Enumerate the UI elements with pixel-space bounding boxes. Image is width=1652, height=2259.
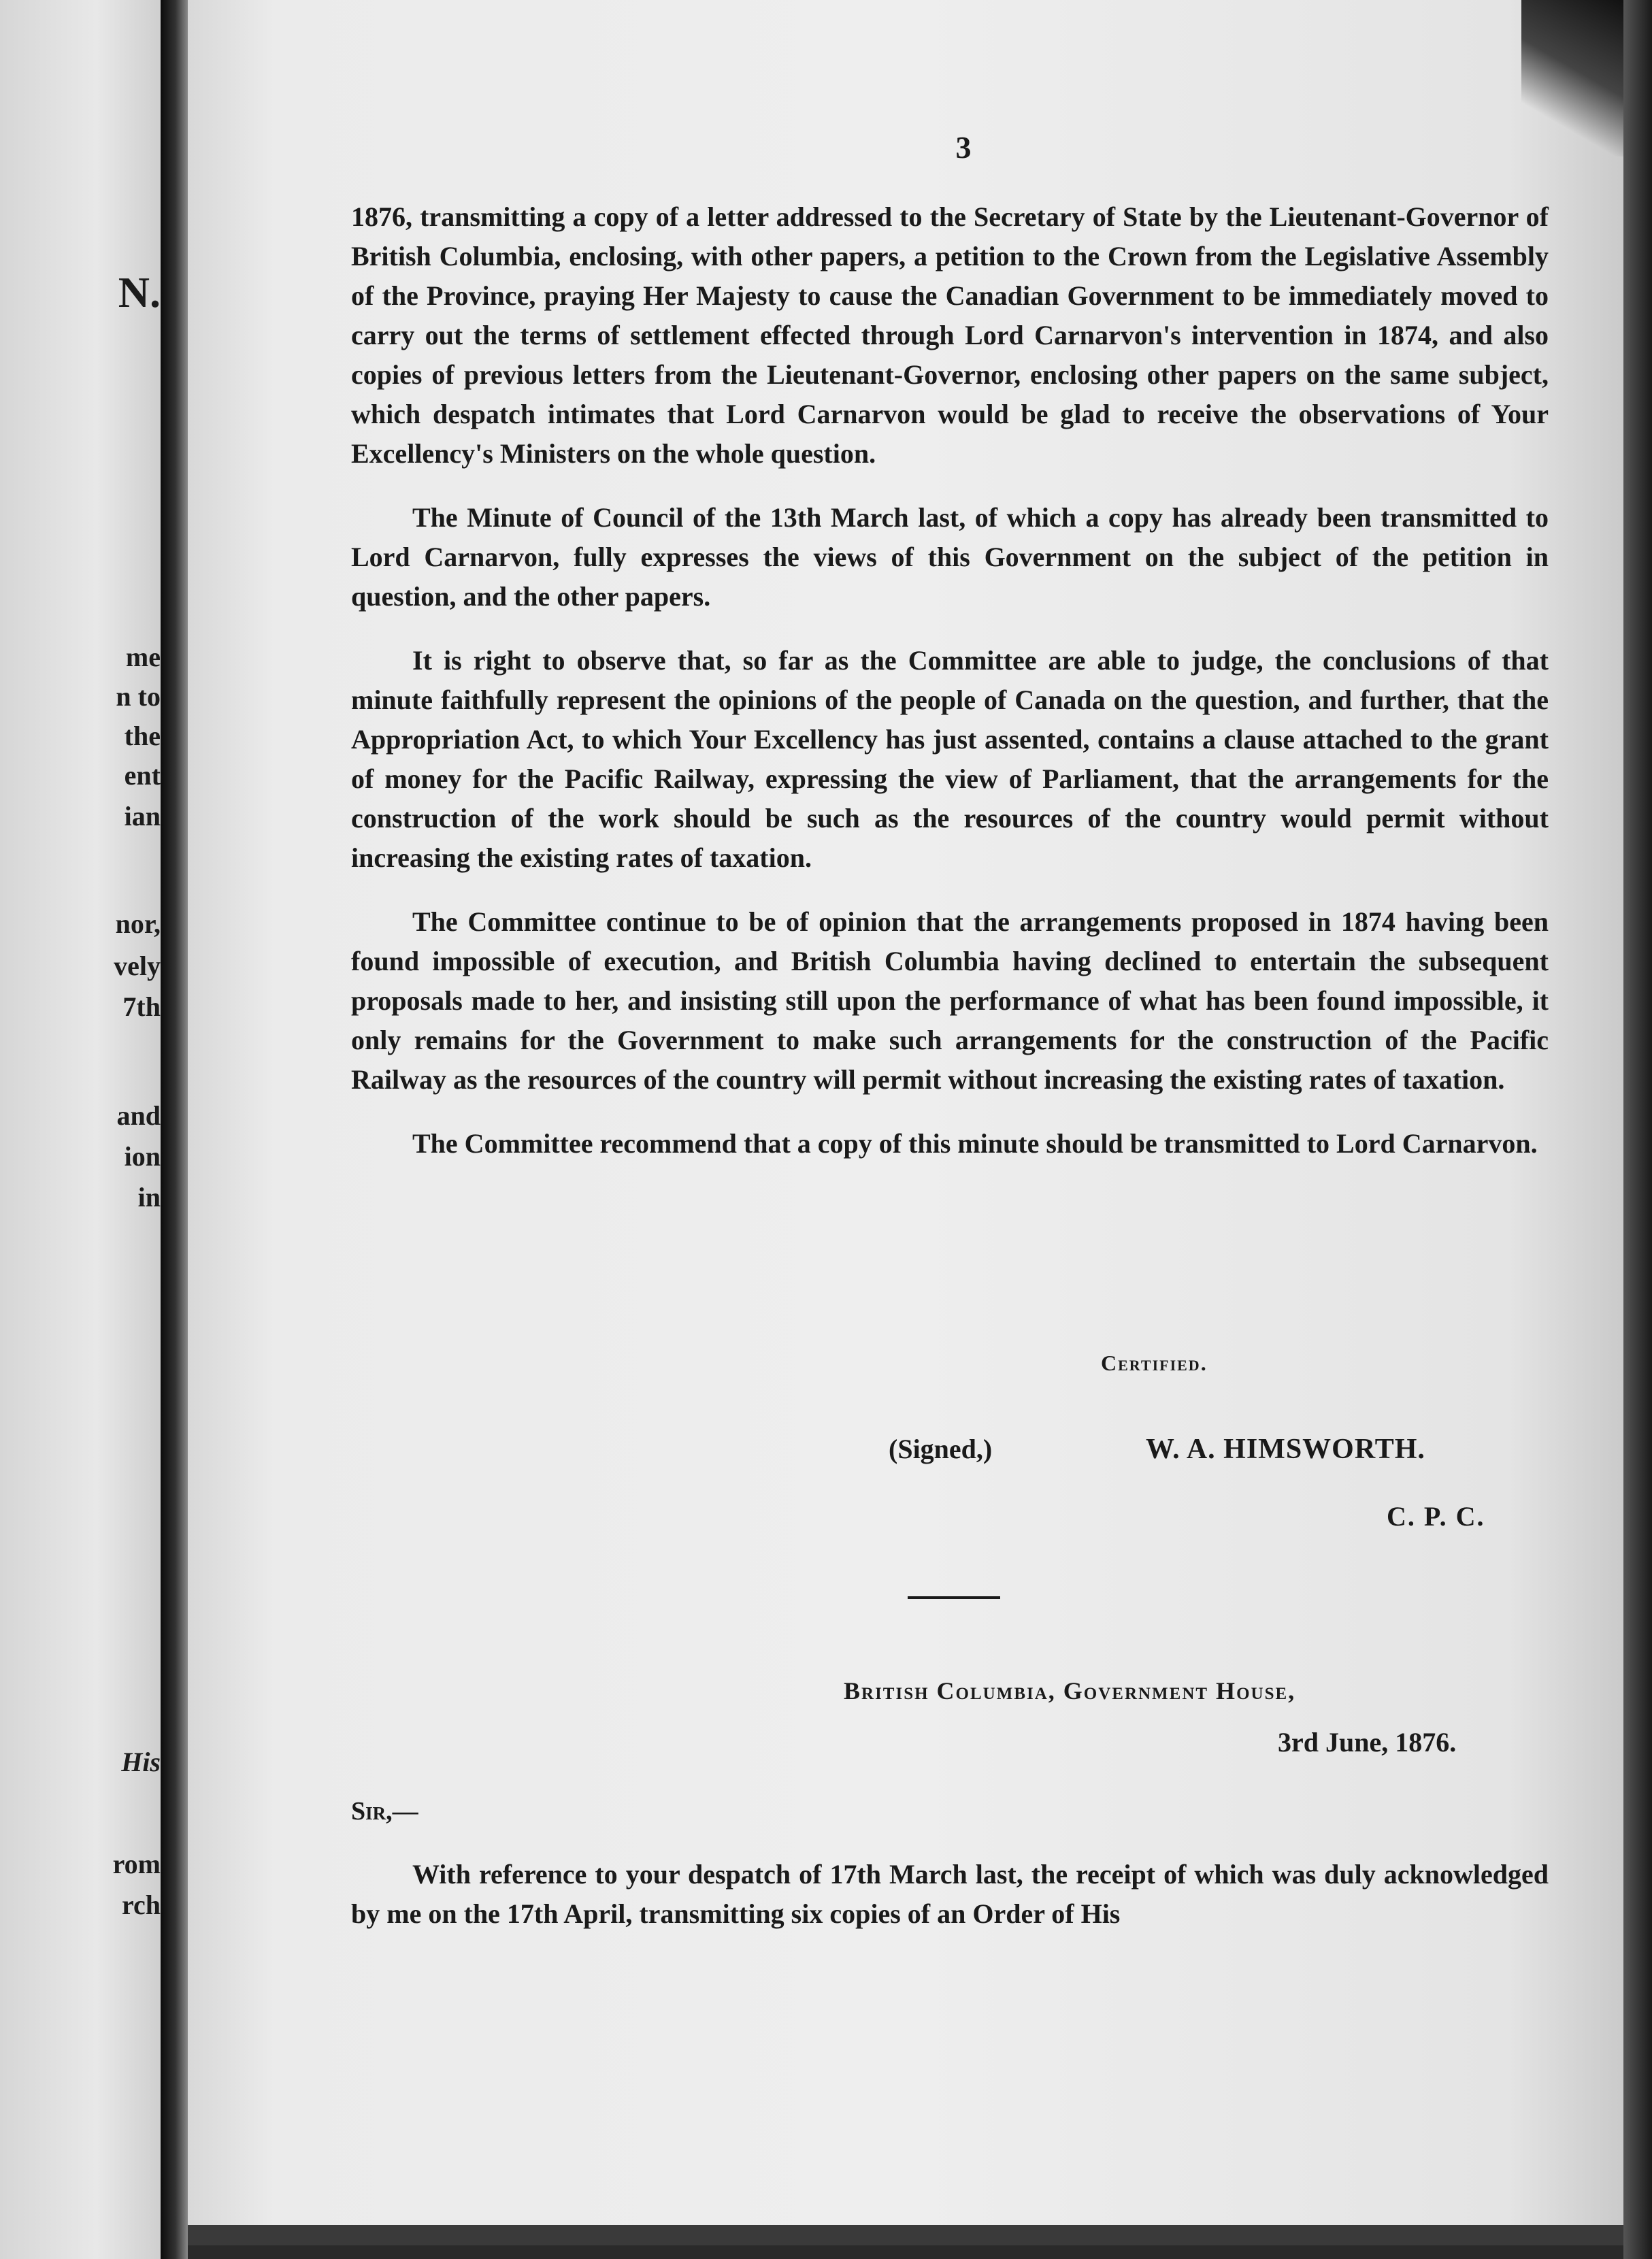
paragraph: 1876, transmitting a copy of a letter addressed to the Secretary of State by the Lieutenant-Governor of British Columbia, enclosing, with other papers, a petition to the Crown from the Legislative Assembly of the Province, praying Her Majesty to cause the Canadian Government to be immediately moved to carry out the terms of settlement effected through Lord Carnarvon's intervention in 1874, and also copies of previous letters from the Lieutenant-Governor, enclosing other papers on the same subject, which despatch intimates that Lord Carnarvon would be glad to receive the observations of Your Excellency's Ministers on the whole question. — [351, 201, 1549, 469]
document-page — [188, 0, 1623, 2245]
facing-page-edge — [0, 0, 161, 2259]
paragraph: The Committee continue to be of opinion that the arrangements proposed in 1874 having been found impossible of execution, and British Columbia having declined to entertain the subsequent proposals made to her, and insisting still upon the performance of what has been found impossible, it only remains for the Government to make such arrangements for the construction of the Pacific Railway as the resources of the country will permit without increasing the existing rates of taxation. — [351, 906, 1549, 1095]
facing-page-fragment: ion — [124, 1141, 161, 1172]
letter-place: British Columbia, Government House, — [844, 1677, 1296, 1704]
facing-page-fragment: ent — [124, 760, 161, 791]
letter-body — [351, 1855, 1549, 1958]
signed-label: (Signed,) — [889, 1434, 993, 1464]
facing-page-fragment: His — [121, 1747, 161, 1777]
certified-label: Certified. — [1101, 1351, 1208, 1375]
facing-page-fragment: n to — [116, 681, 161, 712]
facing-page-fragment: ian — [124, 801, 161, 831]
section-divider — [908, 1596, 1000, 1599]
minute-body — [351, 197, 1549, 1188]
letter-date: 3rd June, 1876. — [1278, 1727, 1457, 1758]
book-gutter — [161, 0, 188, 2259]
facing-page-fragment: N. — [118, 268, 161, 316]
facing-page-fragment: rom — [112, 1849, 161, 1879]
paragraph: The Minute of Council of the 13th March last, of which a copy has already been transmitted to Lord Carnarvon, fully expresses the views of this Government on the subject of the petition in question, and the other papers. — [351, 502, 1549, 612]
facing-page-fragment: the — [124, 721, 161, 751]
facing-page-fragment: vely — [114, 951, 161, 981]
facing-page-fragment: nor, — [115, 908, 161, 939]
paragraph: It is right to observe that, so far as the Committee are able to judge, the conclusions of that minute faithfully represent the opinions of the people of Canada on the question, and further, that the Appropriation Act, to which Your Excellency has just assented, contains a clause attached to the grant of money for the Pacific Railway, expressing the view of Parliament, that the arrangements for the construction of the work should be such as the resources of the country would permit without increasing the existing rates of taxation. — [351, 645, 1549, 873]
facing-page-fragment: rch — [121, 1890, 161, 1920]
facing-page-fragment: me — [125, 642, 161, 672]
facing-page-fragment: and — [116, 1100, 161, 1131]
signer-name: W. A. HIMSWORTH. — [1146, 1434, 1425, 1465]
signer-title: C. P. C. — [1387, 1501, 1485, 1532]
page-corner-curl — [1521, 0, 1623, 156]
facing-page-fragment: in — [137, 1182, 161, 1213]
paragraph: With reference to your despatch of 17th March last, the receipt of which was duly acknowledged by me on the 17th April, transmitting six copies of an Order of His — [351, 1859, 1549, 1929]
letter-salutation: Sir,— — [351, 1797, 418, 1826]
page-number: 3 — [955, 130, 972, 165]
facing-page-fragment: 7th — [122, 991, 161, 1022]
scan-edge — [1623, 0, 1652, 2259]
paragraph: The Committee recommend that a copy of this minute should be transmitted to Lord Carnarvon. — [412, 1128, 1538, 1159]
